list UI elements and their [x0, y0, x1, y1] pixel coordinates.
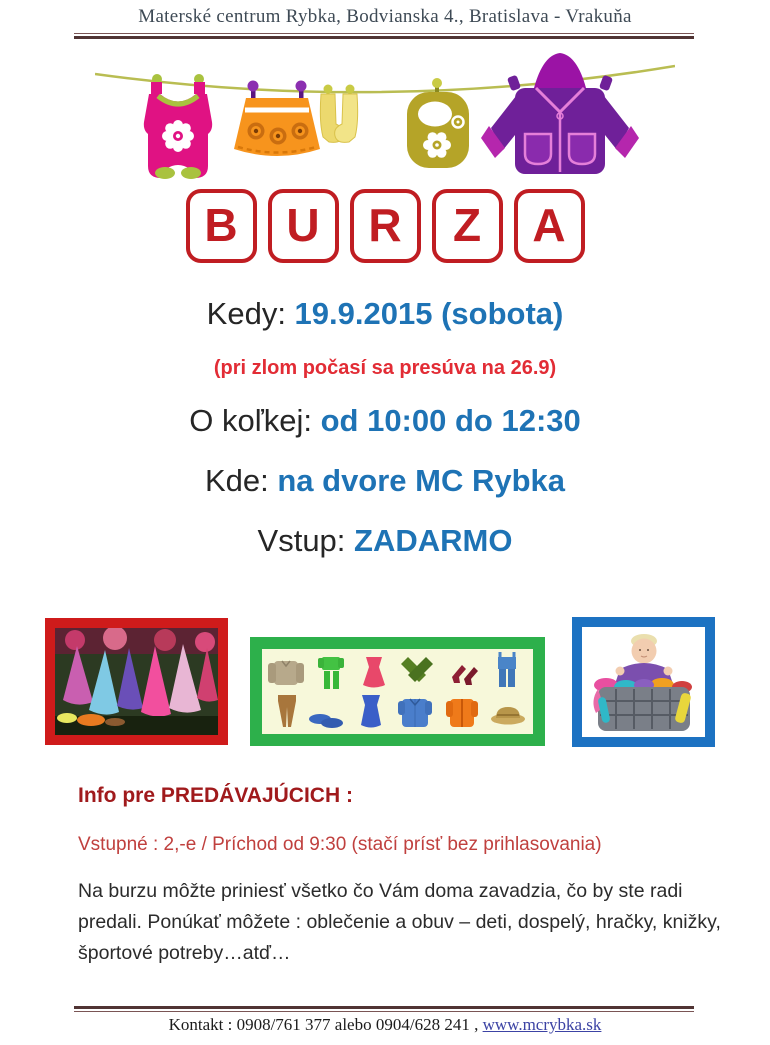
footer-rule: [74, 1006, 694, 1012]
header-rule: [74, 33, 694, 39]
weather-note: (pri zlom počasí sa presúva na 26.9): [213, 357, 557, 379]
detail-when: [0, 296, 770, 332]
event-title-burza: [0, 189, 770, 263]
when-value: 19.9.2015 (sobota): [294, 296, 564, 331]
detail-entry: [0, 523, 770, 559]
seller-info-heading: Info pre PREDÁVAJÚCICH :: [78, 784, 353, 807]
burza-letter-u: U: [268, 189, 339, 263]
photo-clothes-rack: [45, 618, 228, 745]
where-label: Kde:: [204, 463, 278, 498]
time-value: od 10:00 do 12:30: [320, 403, 581, 438]
sweater-icon: [268, 661, 304, 685]
time-label: O koľkej:: [189, 403, 321, 438]
seller-fee-line: Vstupné : 2,-e / Príchod od 9:30 (stačí prísť bez prihlasovania): [78, 834, 602, 855]
photo-clothes-clipart: [250, 637, 545, 746]
detail-where: [0, 463, 770, 499]
detail-time: [0, 403, 770, 439]
burza-letter-z: Z: [432, 189, 503, 263]
clothesline-illustration: [95, 52, 675, 187]
burza-letter-r: R: [350, 189, 421, 263]
romper-illustration: [144, 74, 212, 179]
entry-label: Vstup:: [257, 523, 355, 558]
shirt-icon: [398, 699, 432, 727]
jacket-illustration: [481, 53, 639, 174]
footer-contact: [0, 1015, 770, 1035]
clothing-clipart-image: [262, 649, 533, 734]
swimsuit-icon: [361, 695, 381, 728]
baby-basket-image: [582, 627, 705, 737]
jacket-orange-icon: [446, 699, 478, 727]
photo-baby-basket: [572, 617, 715, 747]
header-title: Materské centrum Rybka, Bodvianska 4., Bratislava - Vrakuňa: [138, 6, 632, 27]
when-label: Kedy:: [206, 296, 295, 331]
contact-text: Kontakt : 0908/761 377 alebo 0904/628 241 ,: [168, 1015, 483, 1034]
where-value: na dvore MC Rybka: [277, 463, 566, 498]
seller-description: Na burzu môžte priniesť všetko čo Vám doma zavadzia, čo by ste radi predali. Ponúkať môžete : oblečenie a obuv – deti, dospelý, hračky, knižky, športové potreby…atď…: [78, 880, 721, 964]
burza-letter-b: B: [186, 189, 257, 263]
website-link[interactable]: www.mcrybka.sk: [482, 1015, 602, 1034]
burza-letter-a: A: [514, 189, 585, 263]
clothes-rack-image: [55, 628, 218, 735]
entry-value: ZADARMO: [354, 523, 513, 558]
